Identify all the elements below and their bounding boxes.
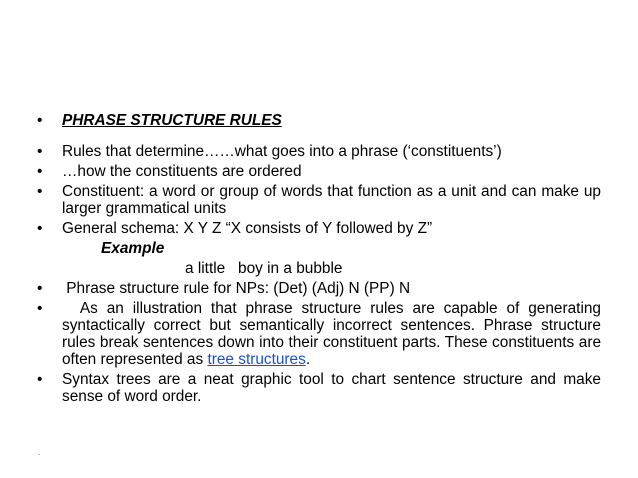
example-phrase: a little boy in a bubble: [185, 260, 343, 277]
tree-structures-link[interactable]: tree structures: [207, 351, 306, 368]
bullet-icon: •: [37, 112, 43, 129]
heading-row: [37, 112, 601, 129]
bullet-item-schema: [37, 220, 601, 237]
bullet-item-syntax-trees: [37, 371, 601, 405]
bullet-icon: •: [37, 220, 43, 237]
bullet-icon: •: [37, 183, 43, 200]
bullet-icon: •: [37, 280, 43, 297]
bullet-text: Syntax trees are a neat graphic tool to chart sentence structure and make sense of word order.: [62, 371, 601, 405]
illustration-text: As an illustration that phrase structure rules are capable of generating syntactically correct but semantically incorrect sentences. Phrase structure rules break sentences down into their constituent parts. These constituents are often represented as: [62, 300, 606, 368]
bullet-text: …how the constituents are ordered: [62, 163, 302, 180]
bullet-text: General schema: X Y Z “X consists of Y followed by Z”: [62, 220, 433, 237]
bullet-text: Rules that determine……what goes into a phrase (‘constituents’): [62, 143, 502, 160]
illustration-end: .: [305, 351, 311, 368]
example-label: Example: [101, 240, 165, 257]
bullet-item-illustration: [37, 300, 606, 368]
bullet-icon: •: [37, 143, 43, 160]
bullet-icon: •: [37, 371, 43, 388]
slide-heading: PHRASE STRUCTURE RULES: [62, 112, 282, 129]
bullet-item-order: [37, 163, 601, 180]
bullet-text: Constituent: a word or group of words that function as a unit and can make up larger grammatical units: [62, 183, 601, 217]
slide-content: [37, 112, 606, 408]
bullet-icon: •: [37, 163, 43, 180]
bullet-item-rules: [37, 143, 601, 160]
bullet-item-np-rule: [37, 280, 601, 297]
footer-mark: .: [38, 448, 41, 457]
bullet-item-constituent: [37, 183, 601, 217]
bullet-text: Phrase structure rule for NPs: (Det) (Adj) N (PP) N: [62, 280, 411, 297]
bullet-icon: •: [37, 300, 43, 317]
